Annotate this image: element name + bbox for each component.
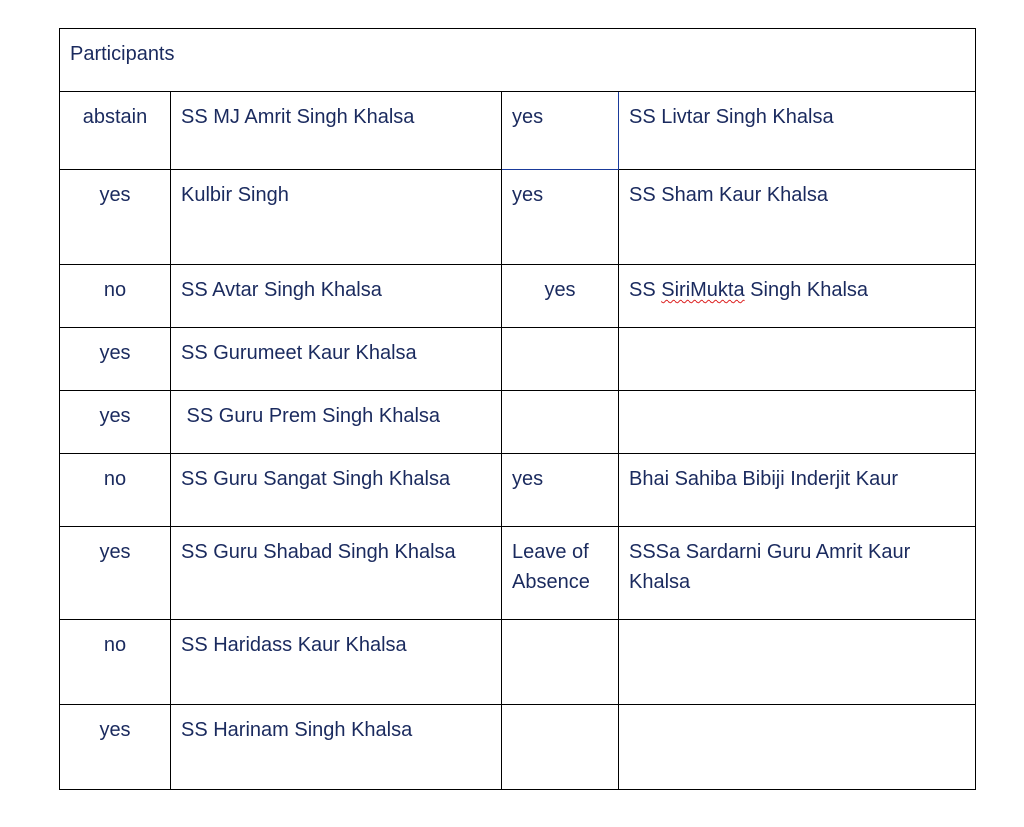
participants-table [59, 28, 976, 790]
right-vote-cell [502, 454, 619, 527]
left-vote: yes [99, 184, 131, 206]
right-vote-cell [502, 705, 619, 790]
table-row [60, 328, 976, 391]
left-name-cell [171, 705, 502, 790]
right-vote: yes [512, 184, 544, 206]
right-vote-cell [502, 527, 619, 620]
left-vote-cell [60, 705, 171, 790]
right-vote-cell [502, 328, 619, 391]
right-name-cell [619, 620, 976, 705]
left-vote: no [103, 279, 127, 301]
left-name: SS Guru Sangat Singh Khalsa [181, 468, 451, 490]
left-vote: yes [99, 719, 131, 741]
left-vote: no [103, 468, 127, 490]
left-vote-cell [60, 328, 171, 391]
left-name: SS Haridass Kaur Khalsa [181, 634, 407, 656]
left-name-cell [171, 92, 502, 170]
table-row [60, 454, 976, 527]
right-name-prefix: SS [629, 279, 662, 301]
left-vote-cell [60, 454, 171, 527]
table-row [60, 620, 976, 705]
table-title-row [60, 29, 976, 92]
right-vote [502, 328, 618, 338]
right-vote [502, 705, 618, 715]
right-name-cell [619, 391, 976, 454]
left-name: SS Guru Shabad Singh Khalsa [181, 541, 456, 563]
right-vote [502, 391, 618, 401]
left-vote: yes [99, 405, 131, 427]
right-vote-cell [502, 265, 619, 328]
right-name-cell [619, 454, 976, 527]
table-row [60, 705, 976, 790]
table-title: Participants [60, 29, 976, 92]
right-name [619, 705, 975, 715]
right-name [619, 391, 975, 401]
left-name: SS Avtar Singh Khalsa [181, 279, 382, 301]
left-vote: abstain [82, 106, 148, 128]
table-row [60, 265, 976, 328]
left-name-cell [171, 454, 502, 527]
left-vote-cell [60, 265, 171, 328]
right-vote: Leave of Absence [512, 541, 590, 593]
left-vote: no [103, 634, 127, 656]
right-vote: yes [512, 468, 544, 490]
right-name [619, 620, 975, 630]
table-row [60, 391, 976, 454]
left-vote: yes [99, 541, 131, 563]
right-name-cell [619, 527, 976, 620]
right-vote-cell [502, 391, 619, 454]
spellcheck-flagged-word[interactable]: SiriMukta [661, 279, 745, 301]
right-name [619, 328, 975, 338]
left-vote-cell [60, 170, 171, 265]
right-name: SS Livtar Singh Khalsa [629, 106, 834, 128]
right-vote: yes [512, 106, 544, 128]
right-vote-cell [502, 92, 619, 170]
right-name-cell [619, 265, 976, 328]
left-name-cell [171, 391, 502, 454]
right-vote-cell [502, 170, 619, 265]
right-name: SSSa Sardarni Guru Amrit Kaur Khalsa [629, 541, 911, 593]
left-vote: yes [99, 342, 131, 364]
right-name: SS Sham Kaur Khalsa [629, 184, 828, 206]
left-name-cell [171, 328, 502, 391]
table-row [60, 92, 976, 170]
left-name: SS Harinam Singh Khalsa [181, 719, 413, 741]
left-name: SS MJ Amrit Singh Khalsa [181, 106, 415, 128]
right-name-cell [619, 328, 976, 391]
left-name-cell [171, 170, 502, 265]
table-row [60, 527, 976, 620]
right-name-suffix: Singh Khalsa [744, 279, 869, 301]
left-name: Kulbir Singh [181, 184, 289, 206]
left-name-cell [171, 527, 502, 620]
right-name-cell [619, 92, 976, 170]
right-vote [502, 620, 618, 630]
left-vote-cell [60, 92, 171, 170]
left-vote-cell [60, 620, 171, 705]
left-vote-cell [60, 391, 171, 454]
left-name: SS Gurumeet Kaur Khalsa [181, 342, 417, 364]
left-name-cell [171, 620, 502, 705]
right-name: Bhai Sahiba Bibiji Inderjit Kaur [629, 468, 899, 490]
table-row [60, 170, 976, 265]
left-vote-cell [60, 527, 171, 620]
right-name [619, 265, 975, 305]
right-vote-cell [502, 620, 619, 705]
left-name: SS Guru Prem Singh Khalsa [181, 405, 441, 427]
left-name-cell [171, 265, 502, 328]
right-vote: yes [544, 279, 576, 301]
right-name-cell [619, 170, 976, 265]
right-name-cell [619, 705, 976, 790]
